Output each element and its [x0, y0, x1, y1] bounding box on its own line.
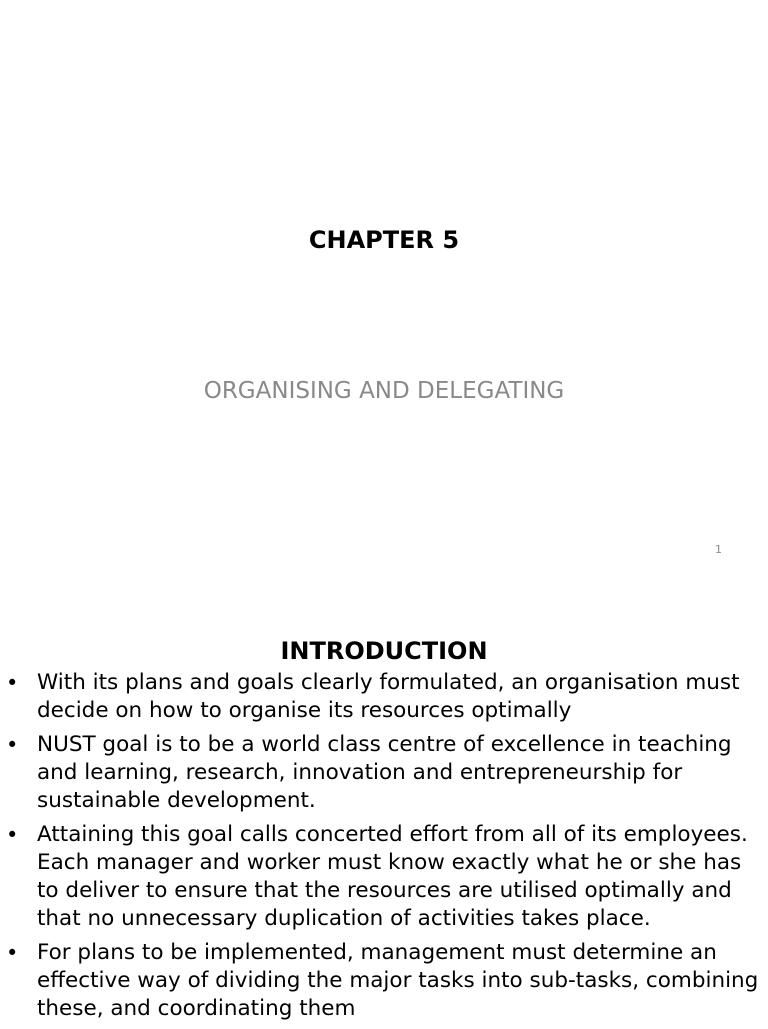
bullet-icon: •: [6, 941, 19, 965]
bullet-list: [0, 669, 762, 1029]
bullet-icon: •: [6, 671, 19, 695]
chapter-subtitle: ORGANISING AND DELEGATING: [203, 378, 565, 404]
section-title: INTRODUCTION: [280, 637, 488, 665]
bullet-item: [0, 669, 762, 725]
page-number: 1: [715, 543, 722, 556]
bullet-text: For plans to be implemented, management must determine an effective way of dividing the major tasks into sub-tasks, combining these, and coordinating them: [37, 940, 759, 1021]
bullet-icon: •: [6, 733, 19, 757]
bullet-text: Attaining this goal calls concerted effort from all of its employees. Each manager and worker must know exactly what he or she has to deliver to ensure that the resources are utilised optimally and that no unnecessary duplication of activities takes place.: [37, 822, 748, 931]
bullet-item: [0, 821, 762, 933]
bullet-icon: •: [6, 823, 19, 847]
bullet-item: [0, 939, 762, 1023]
bullet-text: NUST goal is to be a world class centre of excellence in teaching and learning, research, innovation and entrepreneurship for sustainable development.: [37, 732, 732, 813]
introduction-slide: [0, 576, 768, 1024]
bullet-text: With its plans and goals clearly formulated, an organisation must decide on how to organise its resources optimally: [37, 670, 740, 723]
chapter-title: CHAPTER 5: [308, 226, 460, 254]
bullet-item: [0, 731, 762, 815]
